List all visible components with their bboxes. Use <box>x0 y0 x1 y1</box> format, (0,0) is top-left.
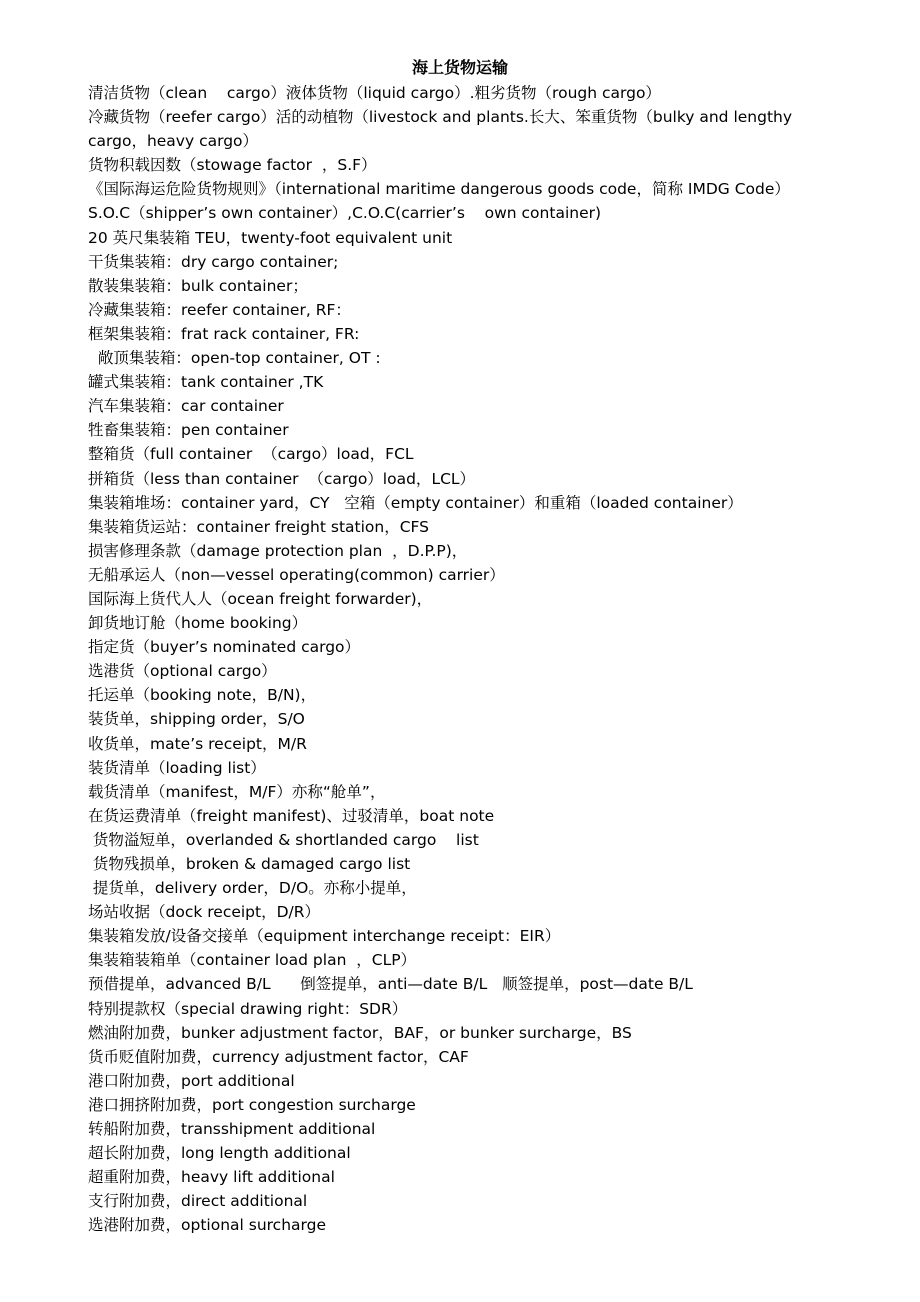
glossary-line: 预借提单，advanced B/L 倒签提单，anti—date B/L 顺签提单，post—date B/L <box>88 975 693 994</box>
glossary-line: 货物残损单，broken & damaged cargo list <box>88 855 411 873</box>
glossary-line: 货物积载因数（stowage factor ，S.F） <box>88 156 377 175</box>
glossary-line: 装货清单（loading list） <box>88 758 266 777</box>
glossary-line: 敞顶集装箱：open-top container, OT : <box>88 349 381 368</box>
glossary-line: 罐式集装箱：tank container ,TK <box>88 373 324 392</box>
glossary-line: 港口附加费，port additional <box>88 1071 295 1090</box>
glossary-line: 提货单，delivery order，D/O。亦称小提单， <box>88 879 417 898</box>
glossary-line: 在货运费清单（freight manifest)、过驳清单，boat note <box>88 806 495 825</box>
glossary-line: 指定货（buyer’s nominated cargo） <box>88 638 361 657</box>
glossary-line: 选港附加费，optional surcharge <box>88 1216 326 1235</box>
glossary-line: 集装箱货运站：container freight station，CFS <box>88 517 430 536</box>
glossary-line: 载货清单（manifest，M/F）亦称“舱单”， <box>88 782 386 801</box>
glossary-line: 汽车集装箱：car container <box>88 397 284 416</box>
glossary-line: 支行附加费，direct additional <box>88 1192 308 1211</box>
document-body <box>88 81 888 1238</box>
glossary-line: cargo，heavy cargo） <box>88 132 259 151</box>
glossary-line: 无船承运人（non—vessel operating(common) carrier） <box>88 565 505 584</box>
glossary-line: 整箱货（full container （cargo）load，FCL <box>88 445 414 464</box>
glossary-line: 冷藏货物（reefer cargo）活的动植物（livestock and plants.长大、笨重货物（bulky and lengthy <box>88 108 793 127</box>
glossary-line: 冷藏集装箱：reefer container, RF： <box>88 300 351 319</box>
glossary-line: 清洁货物（clean cargo）液体货物（liquid cargo）.粗劣货物（rough cargo） <box>88 84 661 102</box>
glossary-line: 托运单（booking note，B/N)， <box>88 686 317 705</box>
glossary-line: 货物溢短单，overlanded & shortlanded cargo list <box>88 830 479 849</box>
glossary-line: 港口拥挤附加费，port congestion surcharge <box>88 1095 416 1114</box>
glossary-line: 国际海上货代人人（ocean freight forwarder)， <box>88 589 433 608</box>
glossary-line: 卸货地订舱（home booking） <box>88 614 308 633</box>
glossary-line: 牲畜集装箱：pen container <box>88 421 289 440</box>
glossary-line: 场站收据（dock receipt，D/R） <box>88 903 321 922</box>
glossary-line: 选港货（optional cargo） <box>88 662 277 681</box>
glossary-line: S.O.C（shipper’s own container）,C.O.C(carrier’s own container) <box>88 204 602 223</box>
glossary-line: 20 英尺集装箱 TEU，twenty-foot equivalent unit <box>88 228 453 247</box>
glossary-line: 《国际海运危险货物规则》（international maritime dangerous goods code，简称 IMDG Code） <box>88 180 790 199</box>
glossary-line: 集装箱堆场：container yard，CY 空箱（empty container）和重箱（loaded container） <box>88 493 743 512</box>
glossary-line: 超长附加费，long length additional <box>88 1144 351 1163</box>
glossary-line: 转船附加费，transshipment additional <box>88 1120 376 1139</box>
glossary-line: 干货集装箱：dry cargo container; <box>88 252 339 271</box>
glossary-line: 集装箱装箱单（container load plan ，CLP） <box>88 951 417 970</box>
glossary-line: 损害修理条款（damage protection plan ，D.P.P)， <box>88 541 468 560</box>
glossary-line: 装货单，shipping order，S/O <box>88 710 305 729</box>
glossary-line: 散装集装箱：bulk container； <box>88 276 308 295</box>
glossary-line: 货币贬值附加费，currency adjustment factor，CAF <box>88 1047 469 1066</box>
glossary-line: 特别提款权（special drawing right：SDR） <box>88 999 408 1018</box>
glossary-line: 集装箱发放/设备交接单（equipment interchange receipt：EIR） <box>88 927 561 946</box>
glossary-line: 燃油附加费，bunker adjustment factor，BAF，or bunker surcharge，BS <box>88 1023 632 1042</box>
document-title: 海上货物运输 <box>411 58 508 77</box>
glossary-line: 框架集装箱：frat rack container, FR: <box>88 324 360 343</box>
glossary-line: 拼箱货（less than container （cargo）load，LCL） <box>88 469 476 488</box>
glossary-line: 超重附加费，heavy lift additional <box>88 1168 335 1187</box>
glossary-line: 收货单，mate’s receipt，M/R <box>88 734 307 753</box>
